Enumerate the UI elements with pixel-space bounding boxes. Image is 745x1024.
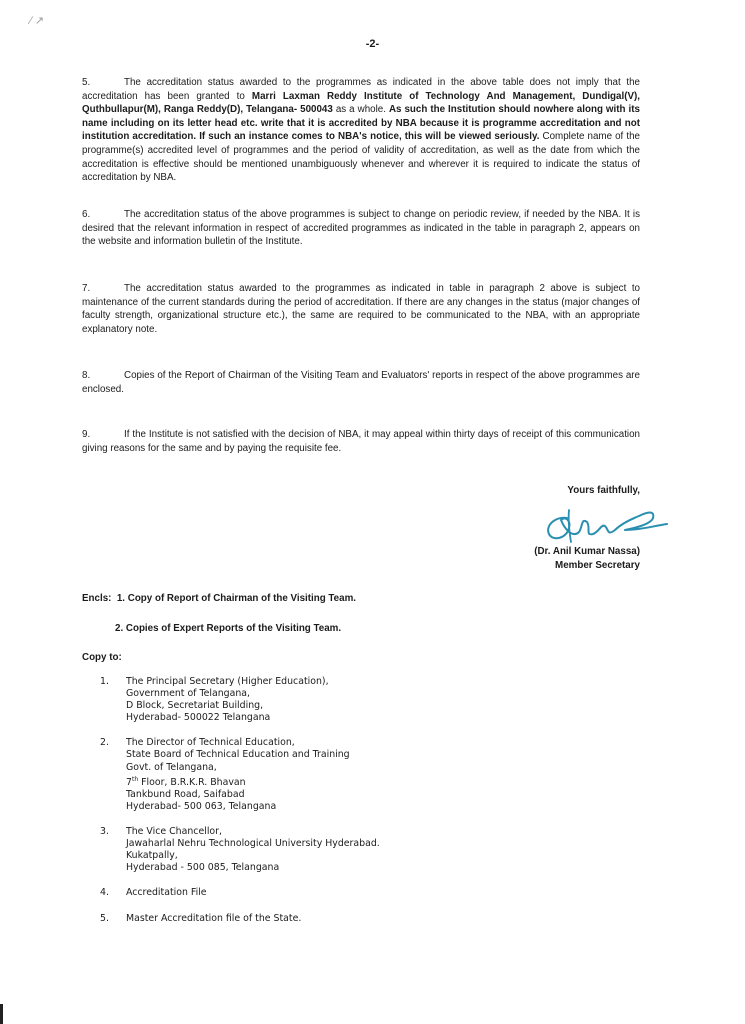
paragraph-number: 8.	[82, 370, 91, 381]
list-item	[100, 826, 520, 874]
paragraph-text: Complete name of the programme(s) accredited level of programmes and the period of validity of accreditation, as well as the date from which the accreditation is effective should be mentioned unambiguously whenever and wherever it is required to indicate the status of accreditation by NBA.	[82, 131, 640, 184]
paragraph-number: 6.	[82, 209, 91, 220]
institute-name: Marri Laxman Reddy Institute of Technology And Management, Dundigal(V), Quthbullapur(M), Ranga Reddy(D), Telangana- 500043	[82, 90, 640, 116]
paragraph-text: Copies of the Report of Chairman of the Visiting Team and Evaluators' reports in respect of the above programmes are enclosed.	[82, 370, 640, 395]
enclosures-label: Encls:	[82, 593, 112, 604]
address-line: The Principal Secretary (Higher Education),	[126, 676, 329, 687]
page-number: -2-	[365, 38, 380, 50]
address-line: Hyderabad- 500 063, Telangana	[126, 800, 277, 812]
address-line	[126, 774, 350, 789]
paragraph-text: The accreditation status awarded to the programmes as indicated in the above table does not imply that the accreditation has been granted to	[82, 77, 640, 102]
signatory-name: (Dr. Anil Kumar Nassa)	[534, 546, 640, 557]
address-line: Kukatpally,	[126, 850, 178, 862]
list-number: 1.	[100, 676, 109, 687]
paragraph-9	[82, 428, 640, 455]
floor-ordinal: 7	[126, 776, 132, 788]
list-item	[100, 887, 520, 899]
paragraph-text: The accreditation status of the above programmes is subject to change on periodic review, if needed by the NBA. It is desired that the relevant information in respect of accredited programmes as indicated in the table in paragraph 2, appears on the website and information bulletin of the Institute.	[82, 209, 640, 248]
address-line: Hyderabad - 500 085, Telangana	[126, 862, 280, 874]
address-line: Government of Telangana,	[126, 688, 251, 700]
paragraph-5	[82, 76, 640, 185]
list-item	[100, 737, 520, 813]
address-line: Hyderabad- 500022 Telangana	[126, 712, 271, 724]
enclosure-item: 1. Copy of Report of Chairman of the Visiting Team.	[116, 593, 356, 604]
address-line: Tankbund Road, Saifabad	[126, 788, 245, 800]
list-number: 4.	[100, 887, 109, 899]
enclosure-1	[82, 593, 356, 604]
list-number: 5.	[100, 912, 109, 924]
paragraph-7	[82, 282, 640, 336]
warning-text: As such the Institution should nowhere along with its name including on its letter head etc. write that it is accredited by NBA because it is programme accreditation and not institution accreditation. If such an instance comes to NBA's notice, this will be viewed seriously.	[82, 104, 640, 143]
paragraph-text: If the Institute is not satisfied with the decision of NBA, it may appeal within thirty days of receipt of this communication giving reasons for the same and by paying the requisite fee.	[82, 429, 640, 454]
closing-text: Yours faithfully,	[567, 485, 640, 496]
signatory-title: Member Secretary	[555, 560, 640, 571]
enclosure-item: 2. Copies of Expert Reports of the Visiting Team.	[115, 623, 342, 634]
paragraph-number: 9.	[82, 429, 91, 440]
address-line: D Block, Secretariat Building,	[126, 700, 264, 712]
paragraph-8	[82, 369, 640, 396]
list-number: 2.	[100, 737, 109, 749]
paragraph-text: as a whole.	[332, 104, 389, 116]
handwritten-signature	[535, 500, 675, 550]
scan-mark: ∕ ↗	[30, 15, 45, 27]
scan-edge-mark	[0, 1004, 3, 1024]
list-number: 3.	[100, 826, 109, 838]
address-line: Master Accreditation file of the State.	[126, 912, 302, 924]
address-line: Jawaharlal Nehru Technological University Hyderabad.	[126, 838, 380, 850]
address-line: Govt. of Telangana,	[126, 761, 217, 773]
list-item	[100, 913, 520, 925]
address-line: Accreditation File	[126, 887, 207, 899]
list-item	[100, 676, 520, 724]
paragraph-number: 7.	[82, 283, 91, 294]
address-line: The Director of Technical Education,	[126, 737, 295, 749]
copy-to-label: Copy to:	[82, 652, 122, 663]
floor-line: Floor, B.R.K.R. Bhavan	[141, 776, 246, 788]
copy-to-list	[100, 676, 520, 938]
paragraph-text: The accreditation status awarded to the programmes as indicated in table in paragraph 2 above is subject to maintenance of the current standards during the period of accreditation. If there are any changes in the status (major changes of faculty strength, organizational structure etc.), the same are required to be communicated to the NBA, with an appropriate explanatory note.	[82, 283, 640, 335]
paragraph-6	[82, 208, 640, 249]
floor-suffix: th	[131, 775, 139, 783]
address-line: State Board of Technical Education and Training	[126, 749, 350, 761]
enclosure-2	[115, 623, 341, 634]
paragraph-number: 5.	[82, 77, 91, 88]
address-line: The Vice Chancellor,	[126, 826, 223, 838]
